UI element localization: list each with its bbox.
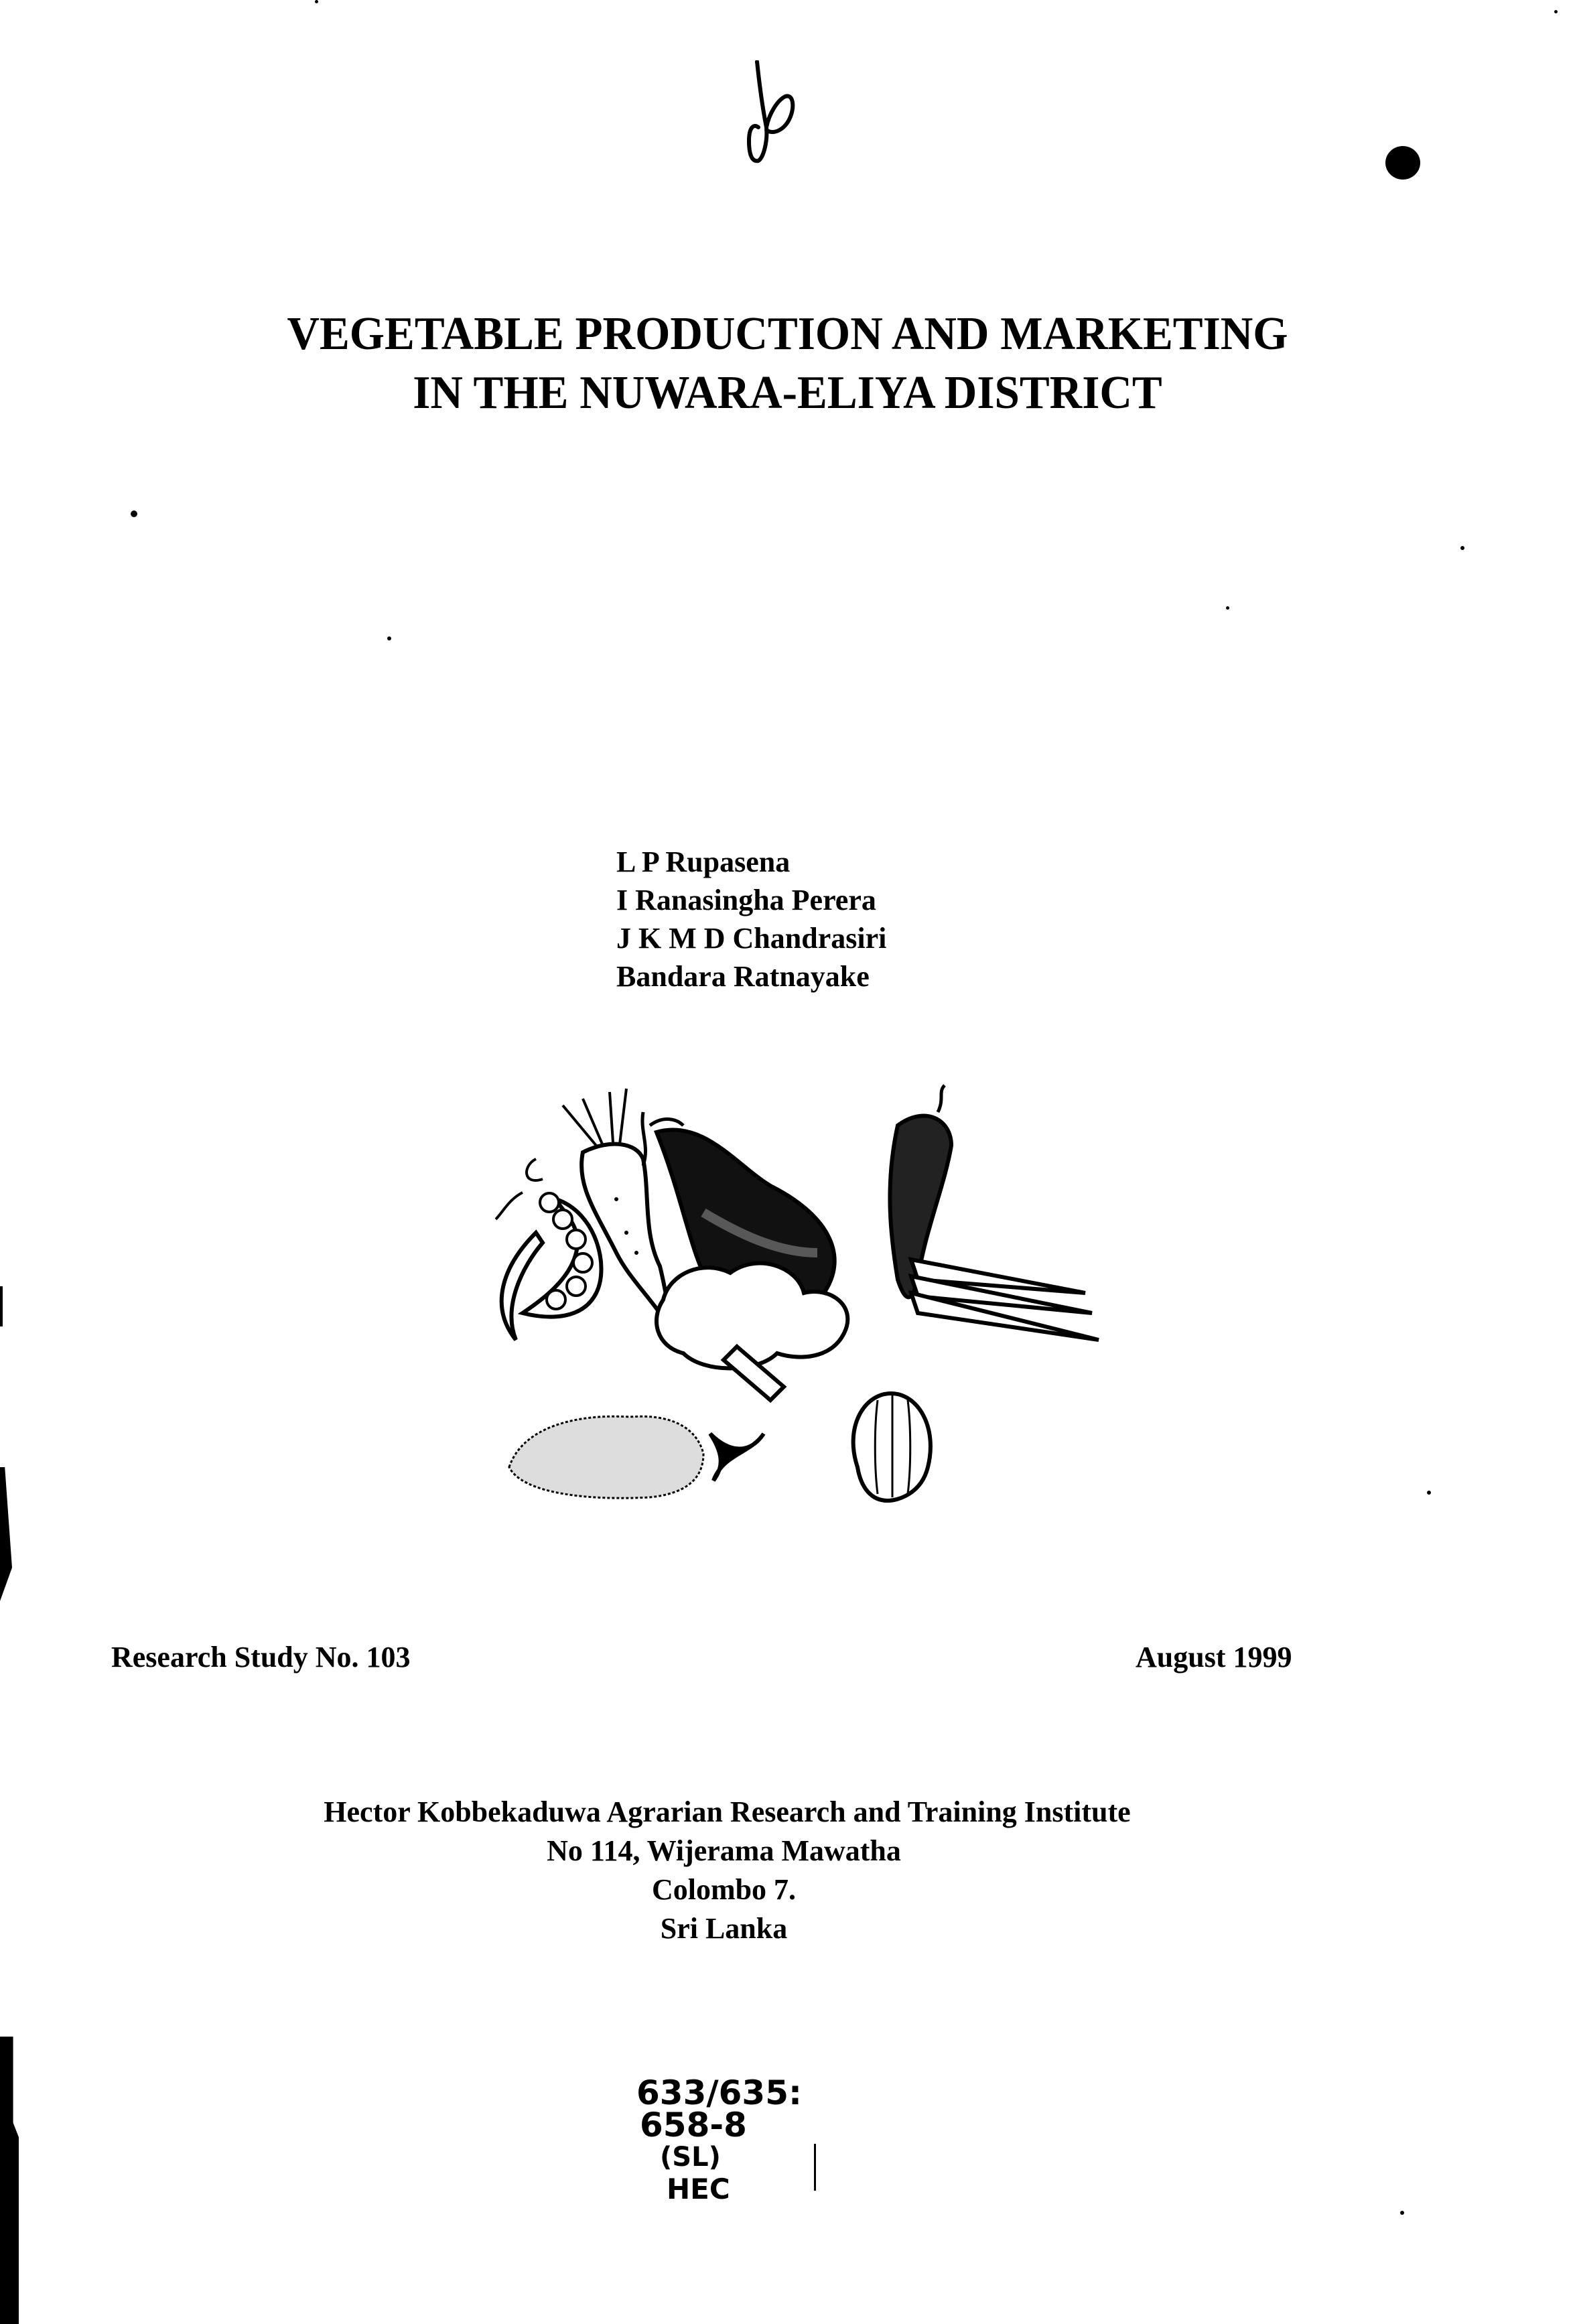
vegetable-illustration [482, 1079, 1105, 1514]
scan-edge-artifact [0, 1286, 3, 1326]
handwritten-call-number [636, 2073, 802, 2205]
call-number-line-3: (SL) [660, 2142, 721, 2173]
ink-blot [1385, 146, 1420, 180]
speck [315, 0, 318, 3]
speck [131, 510, 137, 517]
potato-icon [509, 1416, 703, 1498]
document-title [31, 305, 1544, 423]
title-line-1: VEGETABLE PRODUCTION AND MARKETING [287, 308, 1288, 360]
publication-date: August 1999 [1136, 1641, 1292, 1673]
call-number-line-1: 633/635: [636, 2073, 802, 2112]
speck [1400, 2211, 1404, 2215]
author-4: Bandara Ratnayake [616, 960, 870, 993]
institution-address: No 114, Wijerama Mawatha [547, 1834, 901, 1867]
speck [1554, 10, 1558, 13]
handwritten-mark [744, 60, 804, 174]
title-line-2: IN THE NUWARA-ELIYA DISTRICT [413, 367, 1162, 419]
page-crease [814, 2144, 816, 2191]
speck [1460, 546, 1464, 550]
scan-edge-artifact [0, 2037, 19, 2324]
call-number-line-4: HEC [667, 2173, 730, 2205]
author-2: I Ranasingha Perera [616, 884, 876, 916]
institution-country: Sri Lanka [660, 1912, 788, 1945]
institution-name: Hector Kobbekaduwa Agrarian Research and Training Institute [324, 1795, 1131, 1828]
institution-block [0, 1793, 1575, 1948]
author-list [616, 843, 886, 996]
onion-icon [710, 1434, 764, 1481]
speck [1427, 1491, 1431, 1495]
capsicum-icon [853, 1393, 931, 1501]
call-number-line-2: 658-8 [640, 2106, 747, 2144]
author-1: L P Rupasena [616, 845, 791, 878]
speck [1226, 606, 1229, 610]
carrot-icon [911, 1259, 1099, 1340]
speck [387, 636, 391, 640]
institution-city: Colombo 7. [651, 1873, 797, 1906]
author-3: J K M D Chandrasiri [616, 922, 887, 955]
scan-edge-artifact [0, 1467, 12, 1601]
research-study-number: Research Study No. 103 [111, 1641, 411, 1673]
